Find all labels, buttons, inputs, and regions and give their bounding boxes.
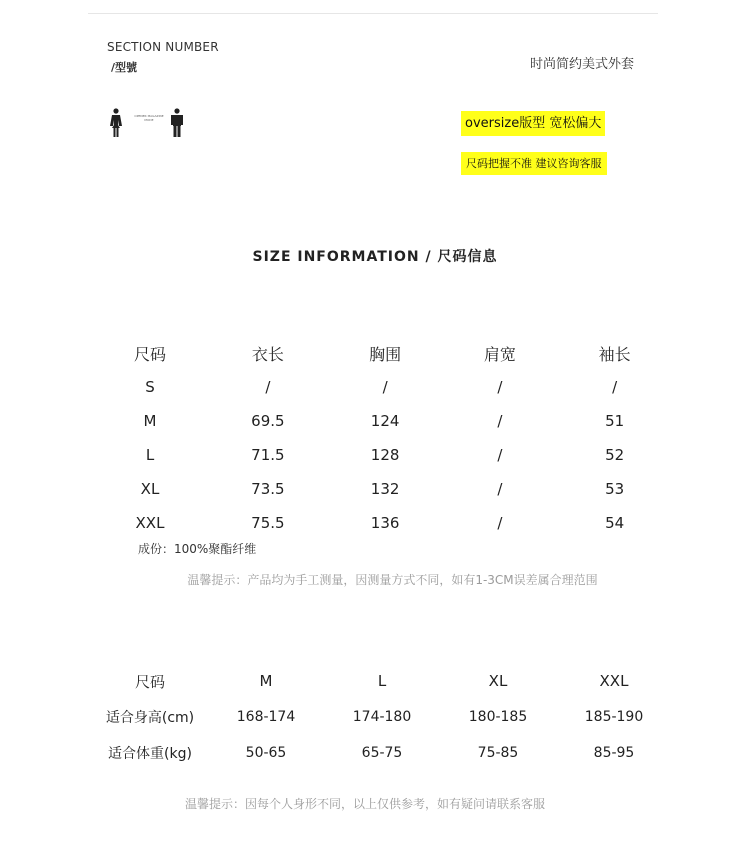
- table-cell: 51: [605, 412, 625, 430]
- table-cell: 75.5: [251, 514, 285, 532]
- table-row: [92, 699, 672, 735]
- table-cell: 适合身高(cm): [105, 710, 195, 726]
- size-table-header-cell: 胸围: [369, 344, 402, 364]
- table-cell: /: [497, 514, 503, 532]
- table-cell: S: [145, 378, 155, 396]
- table-cell: 53: [605, 480, 625, 498]
- table-cell: 174-180: [352, 709, 412, 725]
- table-cell: /: [497, 480, 503, 498]
- table-cell: 50-65: [245, 745, 287, 761]
- table-cell: 65-75: [361, 745, 403, 761]
- top-divider: [88, 13, 658, 14]
- table-cell: M: [143, 412, 157, 430]
- table-cell: 136: [370, 514, 400, 532]
- fit-table-header-cell: XL: [488, 672, 508, 690]
- section-sub-label: /型號: [111, 61, 138, 74]
- fit-table-header-cell: 尺码: [134, 672, 165, 691]
- table-cell: /: [497, 378, 503, 396]
- female-figure-icon: [109, 108, 123, 138]
- table-row: [92, 735, 672, 771]
- fit-table-header-cell: XXL: [599, 672, 629, 690]
- fit-table-header: [92, 663, 672, 699]
- table-cell: 132: [370, 480, 400, 498]
- fit-table-header-cell: L: [377, 672, 387, 690]
- table-cell: /: [497, 446, 503, 464]
- table-cell: 185-190: [584, 709, 644, 725]
- table-cell: 128: [370, 446, 400, 464]
- table-row: [92, 404, 672, 438]
- advice-highlight: 尺码把握不准 建议咨询客服: [461, 152, 607, 175]
- table-cell: /: [265, 378, 271, 396]
- table-cell: 适合体重(kg): [108, 746, 192, 762]
- table-cell: 73.5: [251, 480, 285, 498]
- table-cell: 124: [370, 412, 400, 430]
- size-table-header: [92, 336, 672, 370]
- material-composition: 成份：100%聚酯纤维: [138, 542, 257, 556]
- table-cell: 168-174: [236, 709, 296, 725]
- measurement-note: 温馨提示：产品均为手工测量，因测量方式不同，如有1-3CM误差属合理范围: [187, 573, 598, 587]
- table-cell: /: [612, 378, 618, 396]
- figure-caption: OPENER MAGAZINE MODE: [134, 114, 164, 122]
- table-cell: 85-95: [593, 745, 635, 761]
- table-cell: /: [497, 412, 503, 430]
- table-cell: 54: [605, 514, 625, 532]
- size-table: [92, 336, 672, 540]
- table-cell: 71.5: [251, 446, 285, 464]
- table-cell: 75-85: [477, 745, 519, 761]
- table-row: [92, 472, 672, 506]
- fit-highlight: oversize版型 宽松偏大: [461, 111, 605, 136]
- size-table-header-cell: 衣长: [251, 344, 284, 364]
- section-number-label: SECTION NUMBER: [107, 40, 219, 54]
- table-cell: XL: [140, 480, 160, 498]
- fit-table-header-cell: M: [259, 672, 273, 690]
- fit-table: [92, 663, 672, 771]
- model-figures: [108, 106, 188, 140]
- size-table-header-cell: 袖长: [598, 344, 631, 364]
- size-table-header-cell: 肩宽: [483, 344, 516, 364]
- size-table-header-cell: 尺码: [133, 344, 166, 364]
- table-cell: /: [382, 378, 388, 396]
- fit-note: 温馨提示：因每个人身形不同，以上仅供参考，如有疑问请联系客服: [184, 797, 545, 811]
- table-row: [92, 438, 672, 472]
- size-info-title: SIZE INFORMATION / 尺码信息: [252, 249, 498, 265]
- product-name: 时尚简约美式外套: [529, 57, 634, 72]
- male-figure-icon: [170, 108, 184, 138]
- table-cell: XXL: [135, 514, 165, 532]
- table-cell: 180-185: [468, 709, 528, 725]
- table-row: [92, 506, 672, 540]
- table-cell: L: [145, 446, 155, 464]
- table-cell: 52: [605, 446, 625, 464]
- table-cell: 69.5: [251, 412, 285, 430]
- table-row: [92, 370, 672, 404]
